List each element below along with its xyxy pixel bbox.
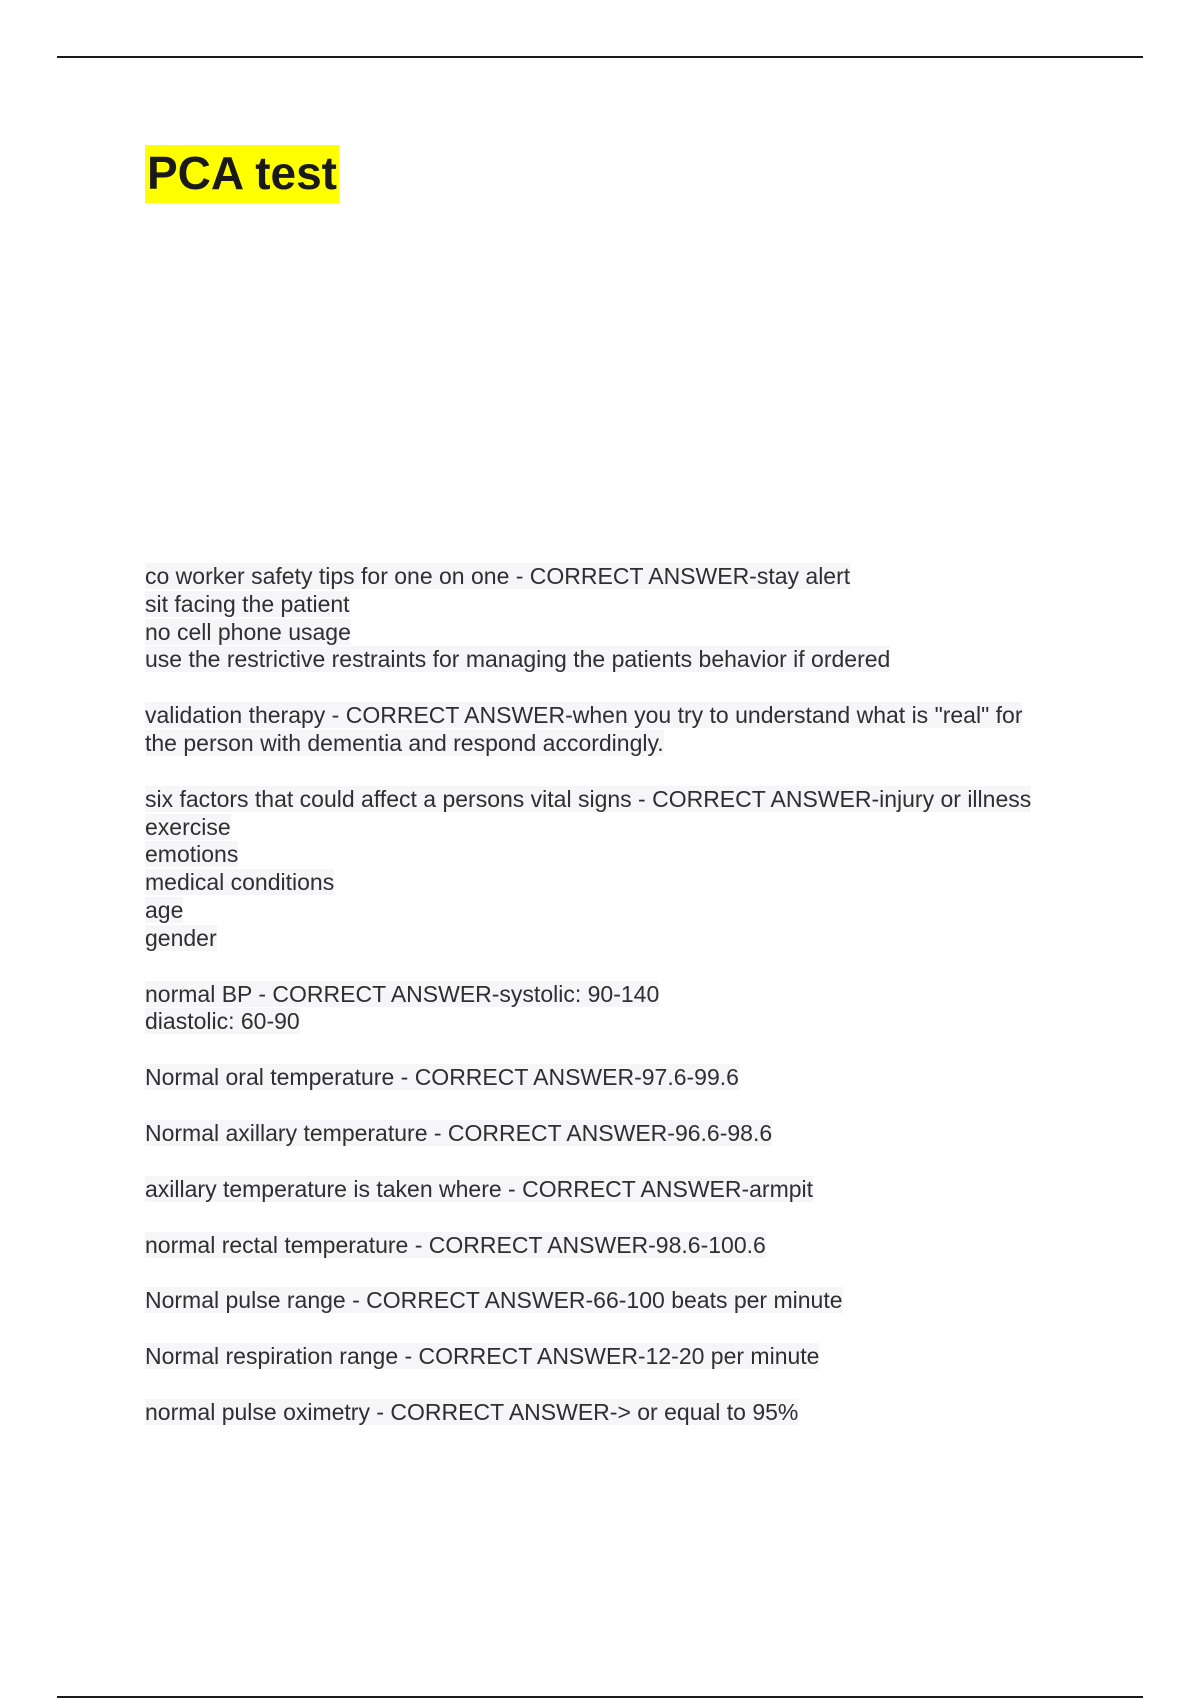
qa-line: Normal respiration range - CORRECT ANSWER-12-20 per minute — [145, 1343, 820, 1370]
qa-line: normal pulse oximetry - CORRECT ANSWER-> or equal to 95% — [145, 1398, 799, 1425]
qa-line: no cell phone usage — [145, 618, 351, 645]
qa-item — [145, 1232, 1145, 1260]
qa-item — [145, 702, 1145, 758]
qa-item — [145, 1176, 1145, 1204]
qa-line: exercise — [145, 813, 231, 840]
qa-item — [145, 563, 1145, 674]
qa-item — [145, 981, 1145, 1037]
qa-line: six factors that could affect a persons vital signs - CORRECT ANSWER-injury or illness — [145, 785, 1032, 812]
qa-line: age — [145, 896, 184, 923]
qa-line: gender — [145, 924, 217, 951]
qa-item — [145, 786, 1145, 953]
document-title: PCA test — [145, 145, 339, 203]
top-rule — [57, 56, 1143, 58]
qa-line: axillary temperature is taken where - CORRECT ANSWER-armpit — [145, 1175, 814, 1202]
qa-line: diastolic: 60-90 — [145, 1008, 300, 1035]
qa-line: Normal pulse range - CORRECT ANSWER-66-100 beats per minute — [145, 1287, 843, 1314]
qa-line: normal rectal temperature - CORRECT ANSWER-98.6-100.6 — [145, 1231, 766, 1258]
qa-line: medical conditions — [145, 869, 335, 896]
qa-line: Normal oral temperature - CORRECT ANSWER-97.6-99.6 — [145, 1064, 739, 1091]
qa-line: co worker safety tips for one on one - CORRECT ANSWER-stay alert — [145, 563, 851, 589]
qa-list — [145, 563, 1145, 1455]
qa-line: Normal axillary temperature - CORRECT ANSWER-96.6-98.6 — [145, 1119, 773, 1146]
qa-line: emotions — [145, 841, 239, 868]
qa-item — [145, 1064, 1145, 1092]
qa-item — [145, 1399, 1145, 1427]
qa-line: sit facing the patient — [145, 590, 350, 617]
bottom-rule — [57, 1696, 1143, 1698]
qa-item — [145, 1287, 1145, 1315]
qa-line: use the restrictive restraints for managing the patients behavior if ordered — [145, 646, 891, 673]
qa-item — [145, 1343, 1145, 1371]
qa-item — [145, 1120, 1145, 1148]
qa-line: validation therapy - CORRECT ANSWER-when you try to understand what is "real" for — [145, 702, 1023, 729]
qa-line: normal BP - CORRECT ANSWER-systolic: 90-140 — [145, 980, 660, 1007]
qa-line: the person with dementia and respond accordingly. — [145, 729, 664, 756]
